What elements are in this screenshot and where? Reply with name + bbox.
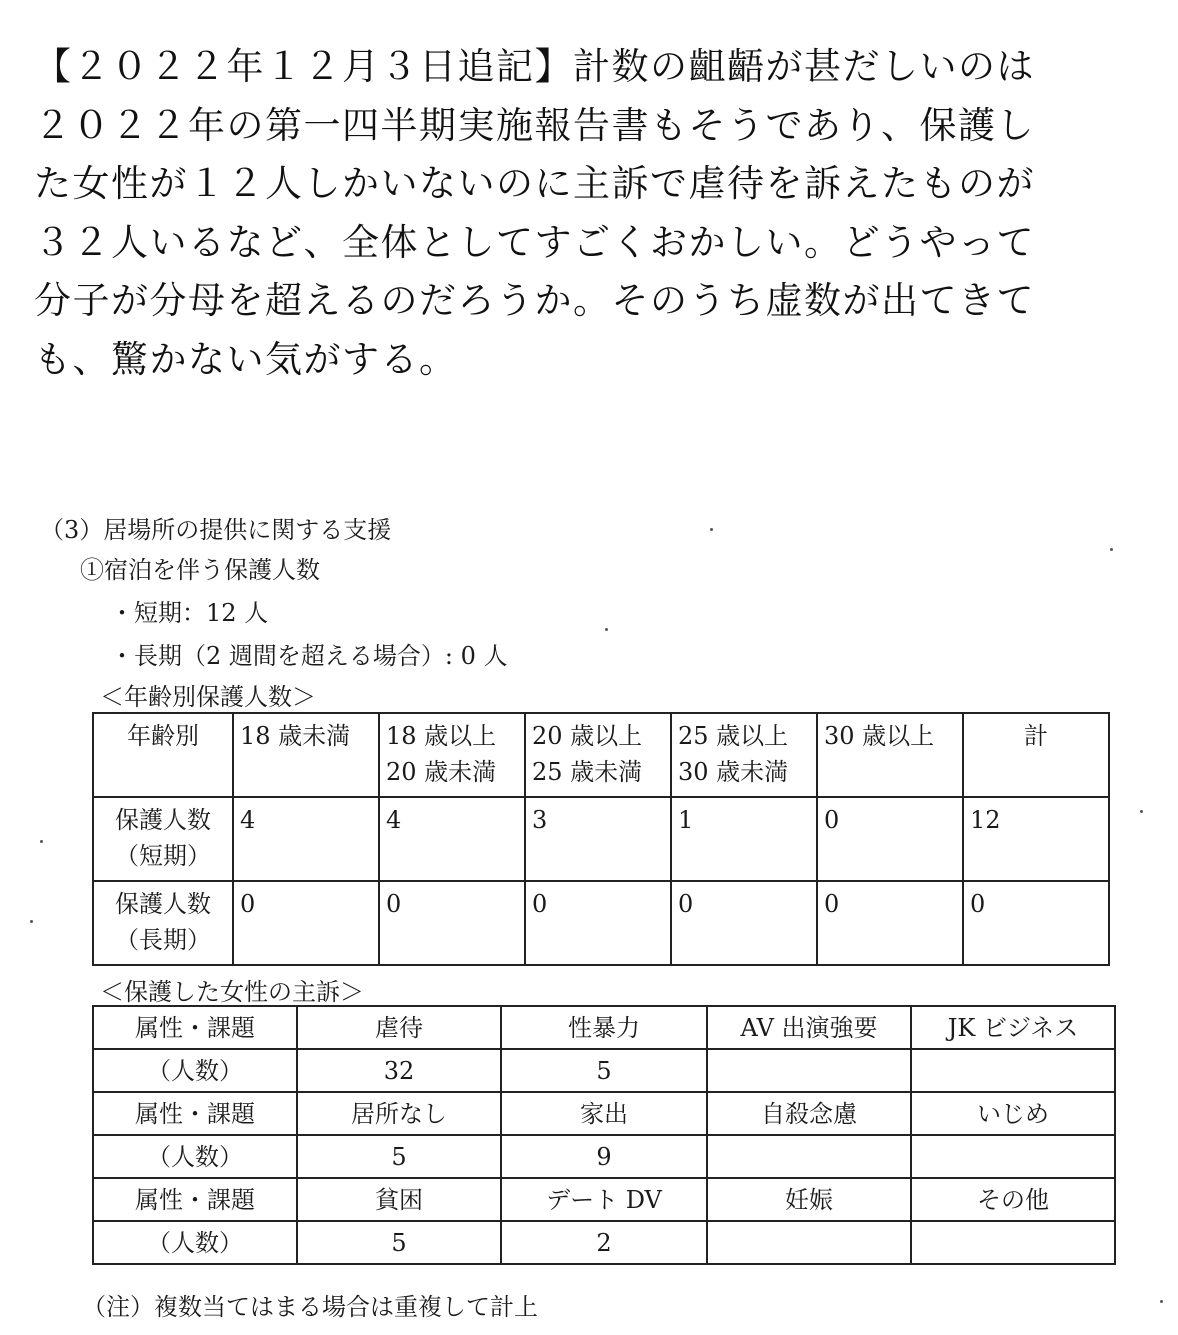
scanned-report-excerpt: [0, 500, 1178, 1335]
count-cell: 2: [501, 1221, 707, 1264]
annotation-paragraph: [34, 38, 1144, 389]
table-row: [93, 1092, 1115, 1135]
annotation-line: ２０２２年の第一四半期実施報告書もそうであり、保護し: [34, 103, 1035, 147]
bullet-long-term: ・長期（2 週間を超える場合）: 0 人: [110, 642, 508, 670]
count-cell: [911, 1049, 1115, 1092]
item-cell: 家出: [501, 1092, 707, 1135]
scan-speck: [30, 920, 33, 923]
item-cell: 虐待: [297, 1006, 501, 1049]
row-label: 保護人数 （長期）: [93, 881, 233, 965]
value-cell: 3: [525, 797, 671, 881]
age-table-header-row: [93, 713, 1109, 797]
section-heading: （3）居場所の提供に関する支援: [40, 516, 392, 544]
item-cell: JK ビジネス: [911, 1006, 1115, 1049]
age-table: [92, 712, 1110, 966]
scan-speck: [1110, 548, 1113, 551]
age-table-title: ＜年齢別保護人数＞: [100, 683, 316, 711]
count-cell: [707, 1221, 911, 1264]
header-cell: 30 歳以上: [817, 713, 963, 797]
table-row: [93, 1049, 1115, 1092]
scan-speck: [605, 628, 608, 631]
complaint-table-title: ＜保護した女性の主訴＞: [100, 978, 364, 1006]
header-cell: 18 歳以上 20 歳未満: [379, 713, 525, 797]
scan-speck: [40, 840, 43, 843]
table-row: [93, 1178, 1115, 1221]
count-label-cell: （人数）: [93, 1135, 297, 1178]
subsection-heading: ①宿泊を伴う保護人数: [80, 556, 320, 584]
header-cell: 属性・課題: [93, 1006, 297, 1049]
annotation-line: も、驚かない気がする。: [34, 337, 458, 381]
item-cell: その他: [911, 1178, 1115, 1221]
item-cell: 性暴力: [501, 1006, 707, 1049]
value-cell: 0: [817, 881, 963, 965]
count-label-cell: （人数）: [93, 1049, 297, 1092]
item-cell: いじめ: [911, 1092, 1115, 1135]
annotation-line: ３２人いるなど、全体としてすごくおかしい。どうやって: [34, 220, 1035, 264]
count-cell: [911, 1221, 1115, 1264]
count-cell: 5: [501, 1049, 707, 1092]
value-cell: 0: [671, 881, 817, 965]
table-row: [93, 1135, 1115, 1178]
complaint-table: [92, 1005, 1116, 1265]
value-cell: 0: [963, 881, 1109, 965]
annotation-line: た女性が１２人しかいないのに主訴で虐待を訴えたものが: [34, 162, 1035, 205]
header-cell: 20 歳以上 25 歳未満: [525, 713, 671, 797]
scan-speck: [710, 528, 713, 531]
header-cell: 25 歳以上 30 歳未満: [671, 713, 817, 797]
value-cell: 12: [963, 797, 1109, 881]
item-cell: 妊娠: [707, 1178, 911, 1221]
count-cell: [707, 1049, 911, 1092]
count-cell: 9: [501, 1135, 707, 1178]
table-row: [93, 1006, 1115, 1049]
value-cell: 0: [525, 881, 671, 965]
footnote: （注）複数当てはまる場合は重複して計上: [82, 1293, 538, 1321]
header-cell: 計: [963, 713, 1109, 797]
header-cell: 属性・課題: [93, 1178, 297, 1221]
count-cell: 5: [297, 1221, 501, 1264]
item-cell: 自殺念慮: [707, 1092, 911, 1135]
value-cell: 0: [379, 881, 525, 965]
value-cell: 4: [233, 797, 379, 881]
annotation-line: 【２０２２年１２月３日追記】計数の齟齬が甚だしいのは: [34, 45, 1035, 88]
scan-speck: [1140, 810, 1143, 813]
count-cell: 5: [297, 1135, 501, 1178]
item-cell: AV 出演強要: [707, 1006, 911, 1049]
count-label-cell: （人数）: [93, 1221, 297, 1264]
header-cell: 18 歳未満: [233, 713, 379, 797]
table-row: [93, 881, 1109, 965]
header-cell: 属性・課題: [93, 1092, 297, 1135]
value-cell: 4: [379, 797, 525, 881]
count-cell: [911, 1135, 1115, 1178]
header-cell: 年齢別: [93, 713, 233, 797]
table-row: [93, 797, 1109, 881]
value-cell: 1: [671, 797, 817, 881]
row-label: 保護人数 （短期）: [93, 797, 233, 881]
table-row: [93, 1221, 1115, 1264]
value-cell: 0: [233, 881, 379, 965]
bullet-short-term: ・短期：12 人: [110, 599, 269, 627]
item-cell: デート DV: [501, 1178, 707, 1221]
value-cell: 0: [817, 797, 963, 881]
item-cell: 居所なし: [297, 1092, 501, 1135]
item-cell: 貧困: [297, 1178, 501, 1221]
count-cell: 32: [297, 1049, 501, 1092]
annotation-line: 分子が分母を超えるのだろうか。そのうち虚数が出てきて: [34, 279, 1035, 322]
scan-speck: [1160, 1300, 1163, 1303]
count-cell: [707, 1135, 911, 1178]
